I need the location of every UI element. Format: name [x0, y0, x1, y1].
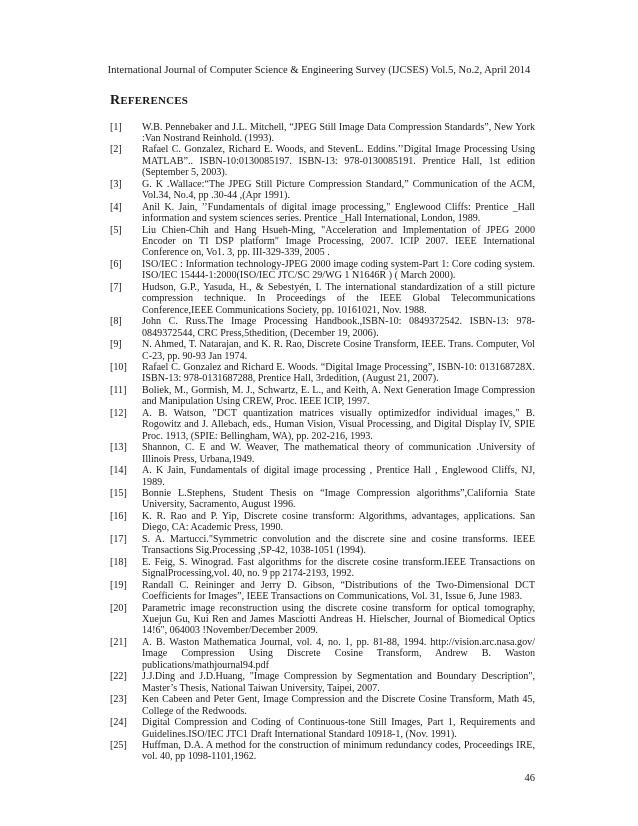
reference-number: [3]	[110, 178, 122, 190]
reference-item	[110, 362, 535, 385]
reference-text: E. Feig, S. Winograd. Fast algorithms for the discrete cosine transform.IEEE Transactions on SignalProcessing,vol. 40, no. 9 pp 2174-2193, 1992.	[142, 556, 535, 580]
reference-number: [11]	[110, 384, 127, 396]
reference-text: Huffman, D.A. A method for the construction of minimum redundancy codes, Proceedings IRE, vol. 40, pp 1098-1101,1962.	[142, 739, 535, 763]
reference-text: Ken Cabeen and Peter Gent, Image Compression and the Discrete Cosine Transform, Math 45, College of the Redwoods.	[142, 694, 535, 717]
section-heading-references	[110, 93, 188, 108]
reference-number: [5]	[110, 224, 122, 236]
reference-item	[110, 603, 535, 637]
reference-number: [23]	[110, 694, 127, 706]
reference-text: Rafael C. Gonzalez and Richard E. Woods. “Digital Image Processing”, ISBN-10: 013168728X. ISBN-13: 978-0131687288, Prentice Hall, 3rdedition, (August 21, 2007).	[142, 362, 535, 385]
reference-number: [15]	[110, 488, 127, 499]
reference-text: John C. Russ.The Image Processing Handbook.,ISBN-10: 0849372542. ISBN-13: 978- 0849372544, CRC Press,5thedition, (December 19, 2006).	[142, 316, 535, 339]
reference-item	[110, 580, 535, 603]
reference-text: Parametric image reconstruction using the discrete cosine transform for optical tomography, Xuejun Gu, Kui Ren and James Masciotti Andreas H. Hielscher, Journal of Biomedical Optics 14!6", 064003 !November/December 2009.	[142, 602, 535, 637]
reference-number: [12]	[110, 407, 127, 419]
reference-text: Boliek, M., Gormish, M. J., Schwartz, E. L., and Keith, A. Next Generation Image Compression and Manipulation Using CREW, Proc. IEEE ICIP, 1997.	[142, 384, 535, 408]
reference-number: [16]	[110, 510, 127, 522]
section-heading-rest: EFERENCES	[120, 95, 189, 107]
reference-number: [17]	[110, 533, 127, 545]
reference-item	[110, 534, 535, 557]
reference-item	[110, 282, 535, 316]
reference-item	[110, 339, 535, 362]
reference-number: [20]	[110, 602, 127, 614]
running-header: International Journal of Computer Science & Engineering Survey (IJCSES) Vol.5, No.2, April 2014	[107, 65, 531, 76]
reference-text: Liu Chien-Chih and Hang Hsueh-Ming, "Acceleration and Implementation of JPEG 2000 Encoder on TI DSP platform" Image Processing, 2007. ICIP 2007. IEEE International Conference on, Vo1. 3, pp. III-329-339, 2005 .	[142, 224, 535, 259]
reference-item	[110, 179, 535, 202]
reference-text: A. K Jain, Fundamentals of digital image processing , Prentice Hall , Englewood Cliffs, NJ, 1989.	[142, 465, 535, 488]
reference-number: [18]	[110, 556, 127, 568]
section-heading-initial: R	[110, 93, 121, 108]
reference-item	[110, 408, 535, 442]
reference-item	[110, 557, 535, 580]
reference-item	[110, 316, 535, 339]
reference-text: Rafael C. Gonzalez, Richard E. Woods, and StevenL. Eddins.’’Digital Image Processing Using MATLAB”.. ISBN-10:0130085197. ISBN-13: 978-0130085191. Prentice Hall, 1st edition (September 5, 2003).	[142, 144, 535, 179]
reference-item	[110, 122, 535, 145]
reference-number: [2]	[110, 144, 122, 156]
reference-item	[110, 740, 535, 763]
reference-text: S. A. Martucci."Symmetric convolution and the discrete sine and cosine transforms. IEEE Transactions Sig.Processing ,SP-42, 1038-1051 (1994).	[142, 533, 535, 557]
reference-item	[110, 259, 535, 282]
reference-number: [19]	[110, 579, 127, 591]
reference-number: [6]	[110, 258, 122, 270]
reference-text: N. Ahmed, T. Natarajan, and K. R. Rao, Discrete Cosine Transform, IEEE. Trans. Computer, Vol C-23, pp. 90-93 Jan 1974.	[142, 339, 535, 362]
reference-number: [24]	[110, 717, 127, 729]
reference-number: [10]	[110, 362, 127, 374]
reference-text: G. K .Wallace:“The JPEG Still Picture Compression Standard,” Communication of the ACM, Vol.34, No.4, pp .30-44 ,(Apr 1991).	[142, 178, 535, 202]
reference-text: Randall C. Reininger and Jerry D. Gibson, “Distributions of the Two-Dimensional DCT Coefficients for Images”, IEEE Transactions on Communications, Vol. 31, Issue 6, June 1983.	[142, 579, 535, 603]
reference-number: [4]	[110, 201, 122, 213]
reference-item	[110, 511, 535, 534]
reference-text: Anil K. Jain, ’’Fundamentals of digital image processing," Englewood Cliffs: Prentice _Hall information and system sciences series. Prentice _Hall International, London, 1989.	[142, 201, 535, 225]
reference-item	[110, 637, 535, 671]
reference-text: A. B. Watson, "DCT quantization matrices visually optimizedfor individual images," B. Rogowitz and J. Allebach, eds., Human Vision, Visual Processing, and Digital Display IV, SPIE Proc. 1913, (SPIE: Bellingham, WA), pp. 202-216, 1993.	[142, 407, 535, 442]
reference-item	[110, 671, 535, 694]
reference-text: Hudson, G.P., Yasuda, H., & Sebestyén, I. The international standardization of a still picture compression technique. In Proceedings of the IEEE Global Telecommunications Conference,IEEE Communications Society, pp. 10161021, Nov. 1988.	[142, 281, 535, 316]
reference-item	[110, 202, 535, 225]
reference-text: ISO/IEC : Information technology-JPEG 2000 image coding system-Part 1: Core coding system. ISO/IEC 15444-1:2000(ISO/IEC JTC/SC 29/WG 1 N1646R ) ( March 2000).	[142, 258, 535, 282]
reference-text: K. R. Rao and P. Yip, Discrete cosine transform: Algorithms, advantages, applications. San Diego, CA: Academic Press, 1990.	[142, 510, 535, 534]
reference-item	[110, 225, 535, 259]
reference-number: [14]	[110, 465, 127, 477]
reference-text: Digital Compression and Coding of Continuous-tone Still Images, Part 1, Requirements and Guidelines.ISO/IEC JTC1 Draft International Standard 10918-1, (Nov. 1991).	[142, 717, 535, 740]
reference-list	[110, 122, 535, 763]
reference-item	[110, 488, 535, 511]
reference-item	[110, 144, 535, 178]
reference-item	[110, 442, 535, 465]
reference-number: [22]	[110, 671, 127, 683]
reference-number: [1]	[110, 121, 122, 133]
reference-number: [25]	[110, 739, 127, 751]
page-number: 46	[524, 773, 535, 784]
reference-text: W.B. Pennebaker and J.L. Mitchell, “JPEG Still Image Data Compression Standards”, New York :Van Nostrand Reinhold. (1993).	[142, 121, 535, 144]
reference-text: Shannon, C. E and W. Weaver, The mathematical theory of communication .University of Illinois Press, Urbana,1949.	[142, 442, 535, 465]
reference-text: A. B. Waston Mathematica Journal, vol. 4, no. 1, pp. 81-88, 1994. http://vision.arc.nasa.gov/ Image Compression Using Discrete Cosine Transform, Andrew B. Waston publications/mathjournal94.pdf	[142, 636, 535, 671]
reference-item	[110, 717, 535, 740]
reference-number: [9]	[110, 339, 122, 351]
reference-text: J.J.Ding and J.D.Huang, "Image Compression by Segmentation and Boundary Description", Master’s Thesis, National Taiwan University, Taipei, 2007.	[142, 671, 535, 694]
reference-number: [7]	[110, 281, 122, 293]
reference-text: Bonnie L.Stephens, Student Thesis on “Image Compression algorithms”,California State University, Sacramento, August 1996.	[142, 488, 535, 511]
reference-number: [21]	[110, 636, 127, 648]
reference-number: [8]	[110, 316, 122, 328]
reference-item	[110, 694, 535, 717]
reference-item	[110, 385, 535, 408]
reference-item	[110, 465, 535, 488]
reference-number: [13]	[110, 442, 127, 454]
